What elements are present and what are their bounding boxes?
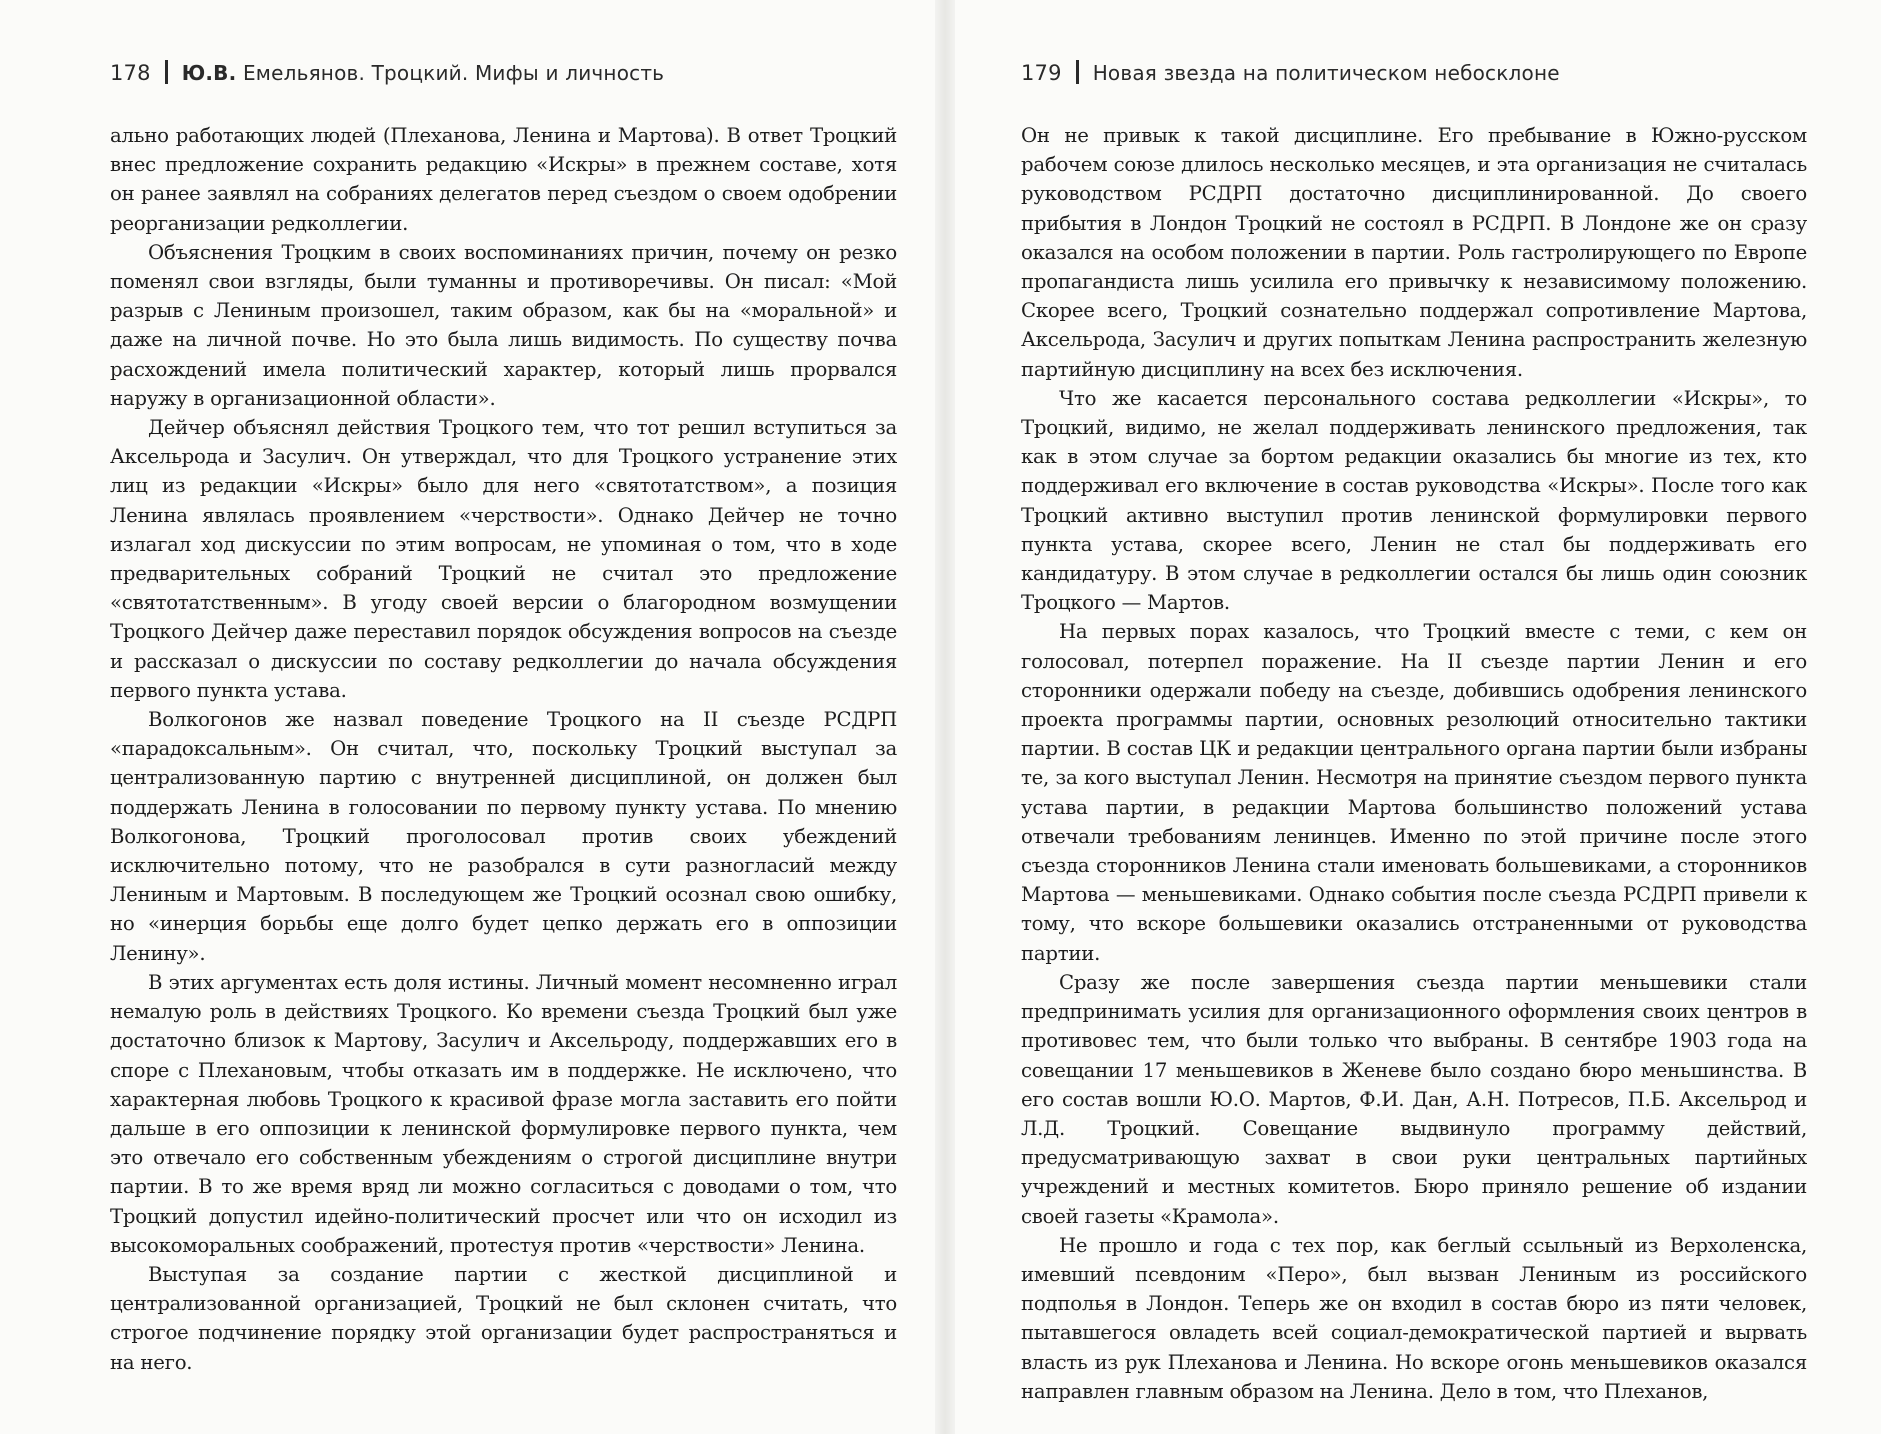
paragraph: Дейчер объяснял действия Троцкого тем, что тот решил вступиться за Аксельрода и Засулич. Он утверждал, что для Троцкого устранение этих лиц из редакции «Искры» было для него «святотатством», а позиция Ленина являлась проявлением «черствости». Однако Дейчер не точно излагал ход дискуссии по этим вопросам, не упоминая о том, что в ходе предварительных собраний Троцкий не считал это предложение «святотатственным». В угоду своей версии о благородном возмущении Троцкого Дейчер даже переставил порядок обсуждения вопросов на съезде и рассказал о дискуссии по составу редколлегии до начала обсуждения первого пункта устава. — [110, 416, 897, 702]
left-page — [0, 0, 935, 1434]
paragraph: ально работающих людей (Плеханова, Ленина и Мартова). В ответ Троцкий внес предложение сохранить редакцию «Искры» в прежнем составе, хотя он ранее заявлял на собраниях делегатов перед съездом о своем одобрении реорганизации редколлегии. — [110, 124, 897, 235]
right-page-number: 179 — [1021, 61, 1062, 85]
paragraph: Он не привык к такой дисциплине. Его пребывание в Южно-русском рабочем союзе длилось несколько месяцев, и эта организация не считалась руководством РСДРП достаточно дисциплинированной. До своего прибытия в Лондон Троцкий не состоял в РСДРП. В Лондоне же он сразу оказался на особом положении в партии. Роль гастролирующего по Европе пропагандиста лишь усилила его привычку к независимому положению. Скорее всего, Троцкий сознательно поддержал сопротивление Мартова, Аксельрода, Засулич и других попыткам Ленина распространить железную партийную дисциплину на всех без исключения. — [1021, 124, 1807, 381]
paragraph: На первых порах казалось, что Троцкий вместе с теми, с кем он голосовал, потерпел поражение. На II съезде партии Ленин и его сторонники одержали победу на съезде, добившись одобрения ленинского проекта программы партии, основных резолюций относительно тактики партии. В состав ЦК и редакции центрального органа партии были избраны те, за кого выступал Ленин. Несмотря на принятие съездом первого пункта устава партии, в редакции Мартова большинство положений устава отвечали требованиям ленинцев. Именно по этой причине после этого съезда сторонников Ленина стали именовать большевиками, а сторонников Мартова — меньшевиками. Однако события после съезда РСДРП привели к тому, что вскоре большевики оказались отстраненными от руководства партии. — [1021, 620, 1807, 965]
author-initials: Ю.В. — [181, 61, 237, 85]
paragraph: В этих аргументах есть доля истины. Личный момент несомненно играл немалую роль в действиях Троцкого. Ко времени съезда Троцкий был уже достаточно близок к Мартову, Засулич и Аксельроду, поддержавших его в споре с Плехановым, чтобы отказать им в поддержке. Не исключено, что характерная любовь Троцкого к красивой фразе могла заставить его пойти дальше в его оппозиции к ленинской формулировке первого пункта, чем это отвечало его собственным убеждениям о строгой дисциплине внутри партии. В то же время вряд ли можно согласиться с доводами о том, что Троцкий допустил идейно-политический просчет или что он исходил из высокоморальных соображений, протестуя против «черствости» Ленина. — [110, 970, 897, 1257]
header-separator — [165, 60, 168, 84]
left-running-head — [110, 60, 664, 85]
header-separator — [1076, 60, 1079, 84]
right-body-text — [1021, 121, 1807, 1406]
paragraph: Не прошло и года с тех пор, как беглый ссыльный из Верхоленска, имевший псевдоним «Перо», был вызван Лениным из российского подполья в Лондон. Теперь же он входил в состав бюро из пяти человек, пытавшегося овладеть всей социал-демократической партией и вырвать власть из рук Плеханова и Ленина. Но вскоре огонь меньшевиков оказался направлен главным образом на Ленина. Дело в том, что Плеханов, — [1021, 1233, 1807, 1403]
left-page-number: 178 — [110, 61, 151, 85]
paragraph: Объяснения Троцким в своих воспоминаниях причин, почему он резко поменял свои взгляды, были туманны и противоречивы. Он писал: «Мой разрыв с Лениным произошел, таким образом, как бы на «моральной» и даже на личной почве. Но это была лишь видимость. По существу почва расхождений имела политический характер, который лишь прорвался наружу в организационной области». — [110, 240, 897, 410]
left-running-title: Емельянов. Троцкий. Мифы и личность — [242, 61, 665, 85]
paragraph: Волкогонов же назвал поведение Троцкого на II съезде РСДРП «парадоксальным». Он считал, что, поскольку Троцкий выступал за централизованную партию с внутренней дисциплиной, он должен был поддержать Ленина в голосовании по первому пункту устава. По мнению Волкогонова, Троцкий проголосовал против своих убеждений исключительно потому, что не разобрался в сути разногласий между Лениным и Мартовым. В последующем же Троцкий осознал свою ошибку, но «инерция борьбы еще долго будет цепко держать его в оппозиции Ленину». — [110, 708, 897, 965]
paragraph: Что же касается персонального состава редколлегии «Искры», то Троцкий, видимо, не желал поддерживать ленинского предложения, так как в этом случае за бортом редакции оказались бы многие из тех, кто поддерживал его включение в состав руководства «Искры». После того как Троцкий активно выступил против ленинской формулировки первого пункта устава, скорее всего, Ленин не стал бы поддерживать его кандидатуру. В этом случае в редколлегии остался бы лишь один союзник Троцкого — Мартов. — [1021, 386, 1807, 615]
book-gutter — [935, 0, 955, 1434]
right-running-title: Новая звезда на политическом небосклоне — [1092, 61, 1560, 85]
paragraph: Выступая за создание партии с жесткой дисциплиной и централизованной организацией, Троцкий не был склонен считать, что строгое подчинение порядку этой организации будет распространяться и на него. — [110, 1262, 897, 1374]
left-body-text — [110, 121, 897, 1377]
right-running-head — [1021, 60, 1560, 85]
right-page — [955, 0, 1881, 1434]
paragraph: Сразу же после завершения съезда партии меньшевики стали предпринимать усилия для организационного оформления своих центров в противовес тем, что были только что выбраны. В сентябре 1903 года на совещании 17 меньшевиков в Женеве было создано бюро меньшинства. В его состав вошли Ю.О. Мартов, Ф.И. Дан, А.Н. Потресов, П.Б. Аксельрод и Л.Д. Троцкий. Совещание выдвинуло программу действий, предусматривающую захват в свои руки центральных партийных учреждений и местных комитетов. Бюро приняло решение об издании своей газеты «Крамола». — [1021, 970, 1807, 1228]
